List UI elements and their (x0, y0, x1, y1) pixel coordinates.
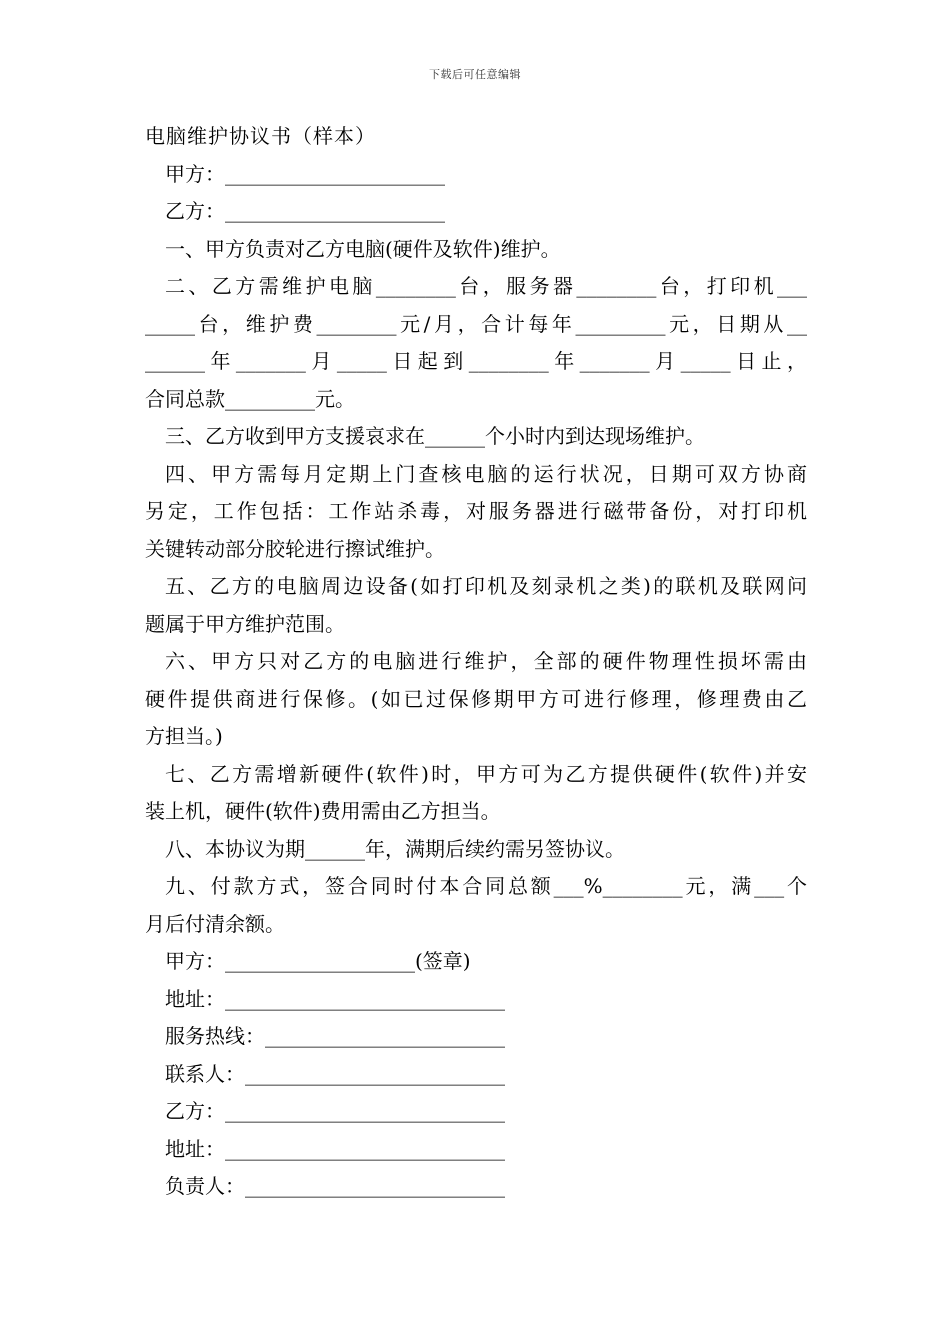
document-title: 电脑维护协议书（样本） (145, 124, 376, 148)
clause-9-line-1: 九、付款方式，签合同时付本合同总额___%________元，满___个 (165, 874, 807, 898)
signature-responsible: 负责人：__________________________ (165, 1174, 505, 1198)
signature-address-a: 地址：____________________________ (165, 986, 505, 1011)
signature-party-a: 甲方：___________________(签章) (165, 949, 471, 973)
agreement-body (145, 118, 807, 1206)
party-b-line: 乙方：______________________ (165, 199, 445, 223)
clause-3: 三、乙方收到甲方支援哀求在______个小时内到达现场维护。 (165, 424, 705, 448)
clause-4-line-3: 关键转动部分胶轮进行擦试维护。 (145, 536, 445, 561)
clause-7-line-2: 装上机，硬件(软件)费用需由乙方担当。 (145, 799, 501, 823)
signature-party-b: 乙方：____________________________ (165, 1099, 505, 1123)
clause-6-line-1: 六、甲方只对乙方的电脑进行维护，全部的硬件物理性损坏需由 (165, 649, 807, 673)
clause-7-line-1: 七、乙方需增新硬件(软件)时，甲方可为乙方提供硬件(软件)并安 (165, 761, 807, 786)
clause-6-line-2: 硬件提供商进行保修。(如已过保修期甲方可进行修理，修理费由乙 (145, 686, 807, 711)
clause-5-line-1: 五、乙方的电脑周边设备(如打印机及刻录机之类)的联机及联网问 (165, 574, 807, 598)
header-note: 下载后可任意编辑 (429, 68, 521, 81)
clause-2-line-4: 合同总款_________元。 (145, 386, 355, 411)
clause-2-line-1: 二、乙方需维护电脑________台，服务器________台，打印机___ (165, 274, 807, 298)
clause-6-line-3: 方担当。) (145, 724, 223, 748)
clause-1: 一、甲方负责对乙方电脑(硬件及软件)维护。 (165, 236, 561, 261)
signature-hotline: 服务热线：________________________ (165, 1024, 505, 1048)
clause-9-line-2: 月后付清余额。 (145, 911, 285, 936)
clause-2-line-3: ______年_______月_____日起到________年_______月_____日止， (145, 349, 807, 373)
signature-contact: 联系人：__________________________ (165, 1061, 505, 1086)
clause-4-line-1: 四、甲方需每月定期上门查核电脑的运行状况，日期可双方协商 (165, 461, 807, 486)
signature-address-b: 地址：____________________________ (165, 1136, 505, 1161)
party-a-line: 甲方：______________________ (165, 161, 445, 186)
clause-2-line-2: _____台，维护费________元/月，合计每年_________元，日期从__ (145, 311, 807, 336)
clause-8: 八、本协议为期______年，满期后续约需另签协议。 (165, 836, 625, 861)
clause-4-line-2: 另定，工作包括：工作站杀毒，对服务器进行磁带备份，对打印机 (145, 499, 807, 523)
clause-5-line-2: 题属于甲方维护范围。 (145, 611, 345, 636)
